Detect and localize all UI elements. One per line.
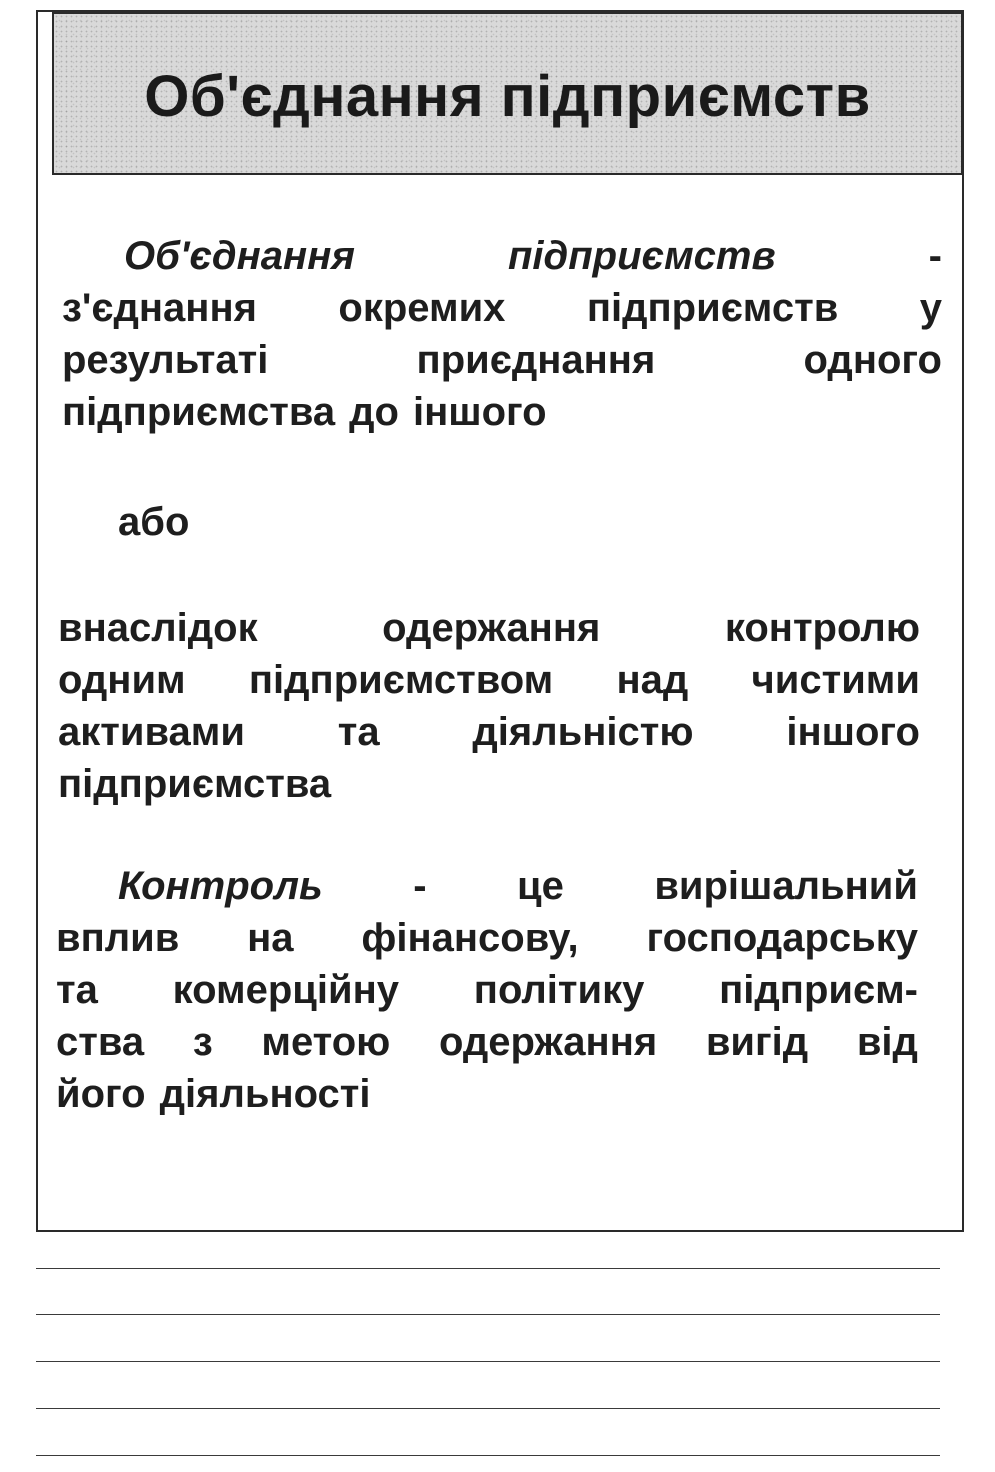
word: діяльності — [159, 1072, 371, 1116]
text-line — [58, 654, 920, 706]
text-line — [62, 282, 942, 334]
word: діяльністю — [472, 710, 694, 754]
word: та — [56, 968, 98, 1012]
word: активами — [58, 710, 245, 754]
word: приєднання — [416, 338, 656, 382]
word: вирішальний — [654, 864, 918, 908]
word: від — [856, 1020, 918, 1064]
word: чистими — [751, 658, 920, 702]
word: підприєм- — [719, 968, 918, 1012]
connector-paragraph — [118, 496, 203, 548]
word: ства — [56, 1020, 145, 1064]
text-line — [62, 230, 942, 282]
term-word: підприємств — [507, 234, 776, 278]
word: іншого — [786, 710, 920, 754]
word: комерційну — [172, 968, 399, 1012]
blank-writing-line — [36, 1361, 940, 1362]
word: контролю — [724, 606, 920, 650]
word: або — [118, 500, 190, 544]
word: з'єднання — [62, 286, 257, 330]
word: результаті — [62, 338, 269, 382]
word: одержання — [382, 606, 601, 650]
word: господарську — [646, 916, 918, 960]
word: внаслідок — [58, 606, 258, 650]
term-word: Об'єднання — [124, 234, 355, 278]
word: одержання — [438, 1020, 658, 1064]
text-line — [56, 964, 918, 1016]
word: з — [192, 1020, 213, 1064]
word: його — [56, 1072, 146, 1116]
card-header — [52, 12, 963, 175]
word: одного — [803, 338, 942, 382]
blank-writing-line — [36, 1408, 940, 1409]
word: фінансову, — [361, 916, 579, 960]
word: вплив — [56, 916, 180, 960]
text-line — [58, 706, 920, 758]
blank-writing-line — [36, 1268, 940, 1269]
dash: - — [928, 234, 942, 278]
text-line — [58, 602, 920, 654]
word: підприємства — [58, 762, 332, 806]
word: метою — [261, 1020, 391, 1064]
word: підприємством — [248, 658, 554, 702]
word: над — [616, 658, 689, 702]
word: та — [337, 710, 380, 754]
text-line — [118, 496, 203, 548]
word: вигід — [705, 1020, 809, 1064]
control-definition-paragraph — [56, 860, 918, 1120]
word: до — [349, 390, 399, 434]
dash: - — [413, 864, 427, 908]
word: політику — [473, 968, 645, 1012]
blank-writing-line — [36, 1455, 940, 1456]
definition-continuation-paragraph — [58, 602, 920, 810]
word: іншого — [412, 390, 547, 434]
text-line — [62, 334, 942, 386]
word: підприємств — [586, 286, 839, 330]
text-line — [62, 386, 942, 438]
text-line — [56, 1016, 918, 1068]
word: одним — [58, 658, 186, 702]
blank-writing-line — [36, 1314, 940, 1315]
word: на — [247, 916, 294, 960]
text-line — [56, 860, 918, 912]
definition-paragraph — [62, 230, 942, 438]
word: підприємства — [62, 390, 336, 434]
word: у — [919, 286, 942, 330]
word: окремих — [338, 286, 506, 330]
page-title: Об'єднання підприємств — [144, 64, 871, 129]
word: це — [517, 864, 564, 908]
text-line — [56, 1068, 918, 1120]
term-word: Контроль — [118, 864, 323, 908]
text-line — [58, 758, 920, 810]
text-line — [56, 912, 918, 964]
